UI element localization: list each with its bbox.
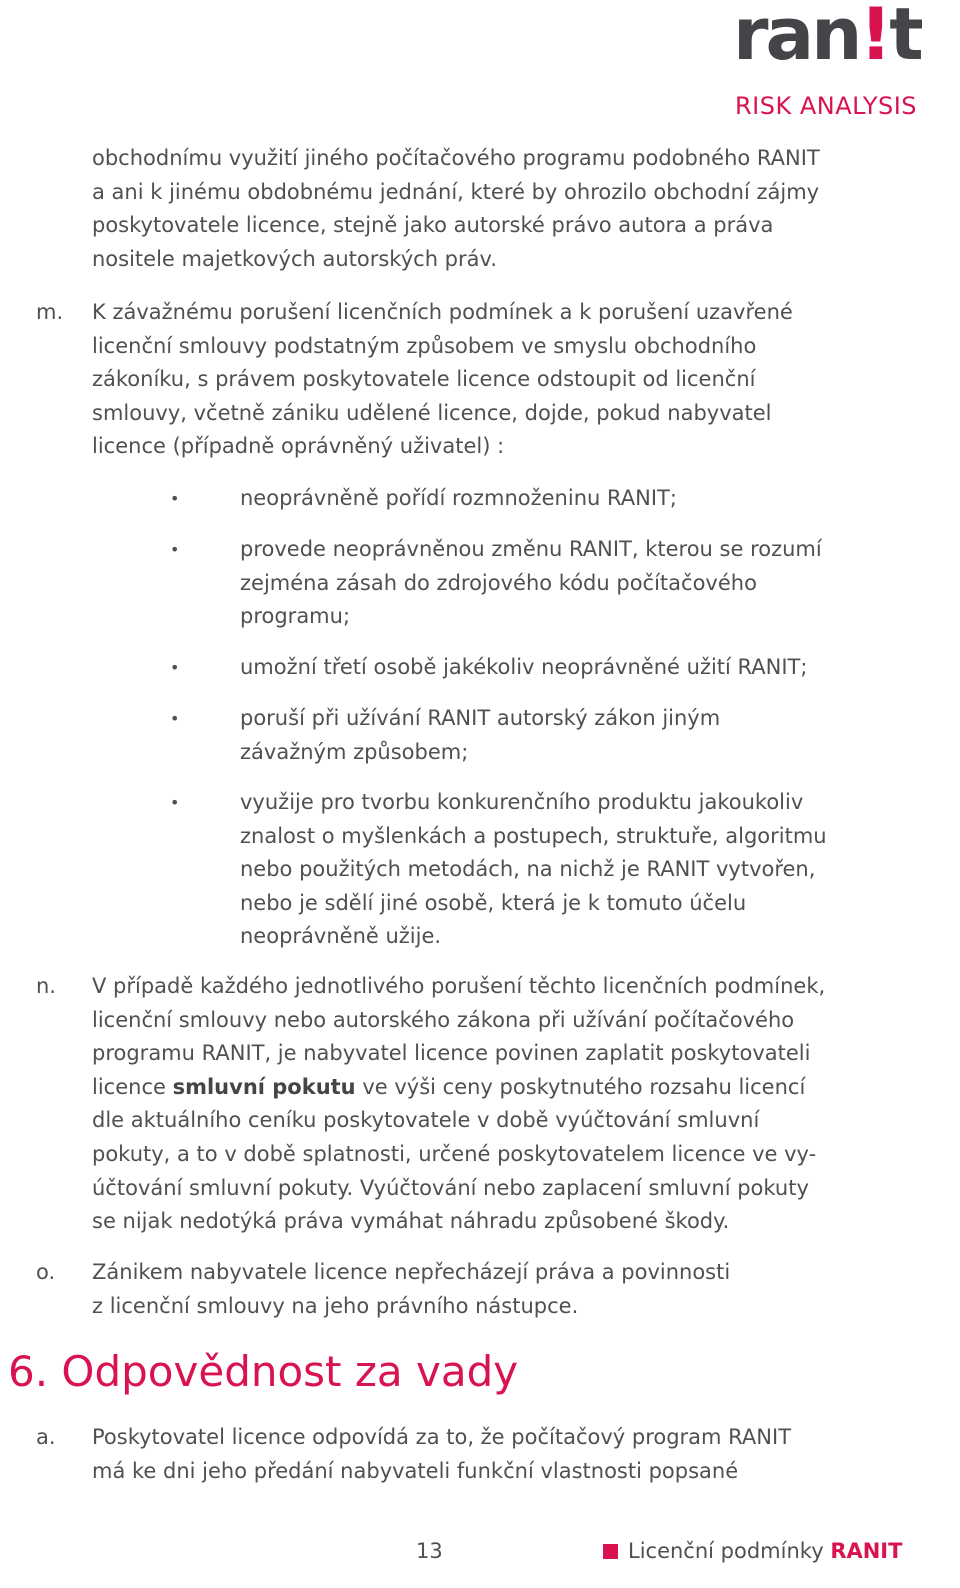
bullet-dot: • [170,658,180,677]
item-a-line: Poskytovatel licence odpovídá za to, že počítačový program RANIT [92,1425,792,1449]
item-n-line: licenční smlouvy nebo autorského zákona při užívání počítačového [92,1007,795,1032]
item-m-line: smlouvy, včetně zániku udělené licence, dojde, pokud nabyvatel [92,400,772,425]
bullet-line: provede neoprávněnou změnu RANIT, kterou se rozumí [240,537,822,561]
page-number: 13 [416,1539,443,1563]
footer-label [628,1536,902,1566]
footer-square-icon [603,1544,618,1559]
intro-paragraph [92,142,922,276]
bullet-line: neoprávněně pořídí rozmnoženinu RANIT; [240,486,677,510]
bullet-line: neoprávněně užije. [240,924,442,949]
bullet-line: poruší při užívání RANIT autorský zákon jiným [240,706,721,730]
logo-wordmark [733,0,921,76]
item-n-marker: n. [36,974,56,998]
item-a-paragraph [92,1421,922,1488]
item-a-marker: a. [36,1425,56,1449]
bullet-dot: • [170,540,180,559]
item-m-line: licence (případně oprávněný uživatel) : [92,434,505,459]
bullet-line: programu; [240,604,351,629]
item-m-marker: m. [36,300,64,324]
footer-label-text: Licenční podmínky [628,1539,831,1563]
bullet-line: nebo použitých metodách, na nichž je RANIT vytvořen, [240,857,816,882]
bullet-line: nebo je sdělí jiné osobě, která je k tomuto účelu [240,890,747,915]
bullet-line: umožní třetí osobě jakékoliv neoprávněné užití RANIT; [240,655,808,679]
contract-penalty-term: smluvní pokutu [172,1074,356,1099]
bullet-item [240,702,920,769]
item-n-line: pokuty, a to v době splatnosti, určené poskytovatelem licence ve vy- [92,1141,817,1166]
item-n-line: se nijak nedotýká práva vymáhat náhradu způsobené škody. [92,1209,730,1234]
bullet-line: zejména zásah do zdrojového kódu počítačového [240,570,757,595]
item-m-line: licenční smlouvy podstatným způsobem ve smyslu obchodního [92,333,757,358]
item-n-line: programu RANIT, je nabyvatel licence povinen zaplatit poskytovateli [92,1041,811,1066]
item-a-line: má ke dni jeho předání nabyvateli funkční vlastnosti popsané [92,1458,739,1483]
bullet-dot: • [170,709,180,728]
bullet-item [240,533,920,634]
bullet-line: využije pro tvorbu konkurenčního produktu jakoukoliv [240,790,804,814]
logo-word-main: ran [733,0,860,76]
intro-line: nositele majetkových autorských práv. [92,246,497,271]
item-n-line: V případě každého jednotlivého porušení těchto licenčních podmínek, [92,974,826,998]
item-o-paragraph [92,1256,922,1323]
ranit-logo [733,0,953,120]
item-n-line: účtování smluvní pokuty. Vyúčtování nebo zaplacení smluvní pokuty [92,1175,809,1200]
item-o-line: z licenční smlouvy na jeho právního nástupce. [92,1293,579,1318]
bullet-item [240,651,920,685]
bullet-item [240,786,920,954]
item-n-line [92,1071,922,1105]
item-m-paragraph [92,296,922,464]
logo-subtitle: RISK ANALYSIS [735,92,918,120]
item-o-marker: o. [36,1260,56,1284]
bullet-line: znalost o myšlenkách a postupech, struktuře, algoritmu [240,823,827,848]
intro-line: a ani k jinému obdobnému jednání, které by ohrozilo obchodní zájmy [92,179,820,204]
bullet-line: závažným způsobem; [240,739,469,764]
item-n-paragraph [92,970,922,1239]
item-n-text: ve výši ceny poskytnutého rozsahu licencí [355,1074,806,1099]
item-o-line: Zánikem nabyvatele licence nepřecházejí práva a povinnosti [92,1260,731,1284]
item-m-line: zákoníku, s právem poskytovatele licence odstoupit od licenční [92,367,756,392]
bullet-item [240,482,920,516]
footer-brand: RANIT [830,1539,903,1563]
bullet-dot: • [170,489,180,508]
intro-line: obchodnímu využití jiného počítačového programu podobného RANIT [92,146,820,170]
intro-line: poskytovatele licence, stejně jako autorské právo autora a práva [92,213,774,238]
item-n-line: dle aktuálního ceníku poskytovatele v době vyúčtování smluvní [92,1108,760,1133]
logo-word-excl: ! [859,0,890,76]
item-n-text: licence [92,1074,173,1099]
logo-word-end: t [889,0,921,76]
section-heading: 6. Odpovědnost za vady [8,1347,519,1396]
bullet-dot: • [170,793,180,812]
item-m-line: K závažnému porušení licenčních podmínek a k porušení uzavřené [92,300,793,324]
